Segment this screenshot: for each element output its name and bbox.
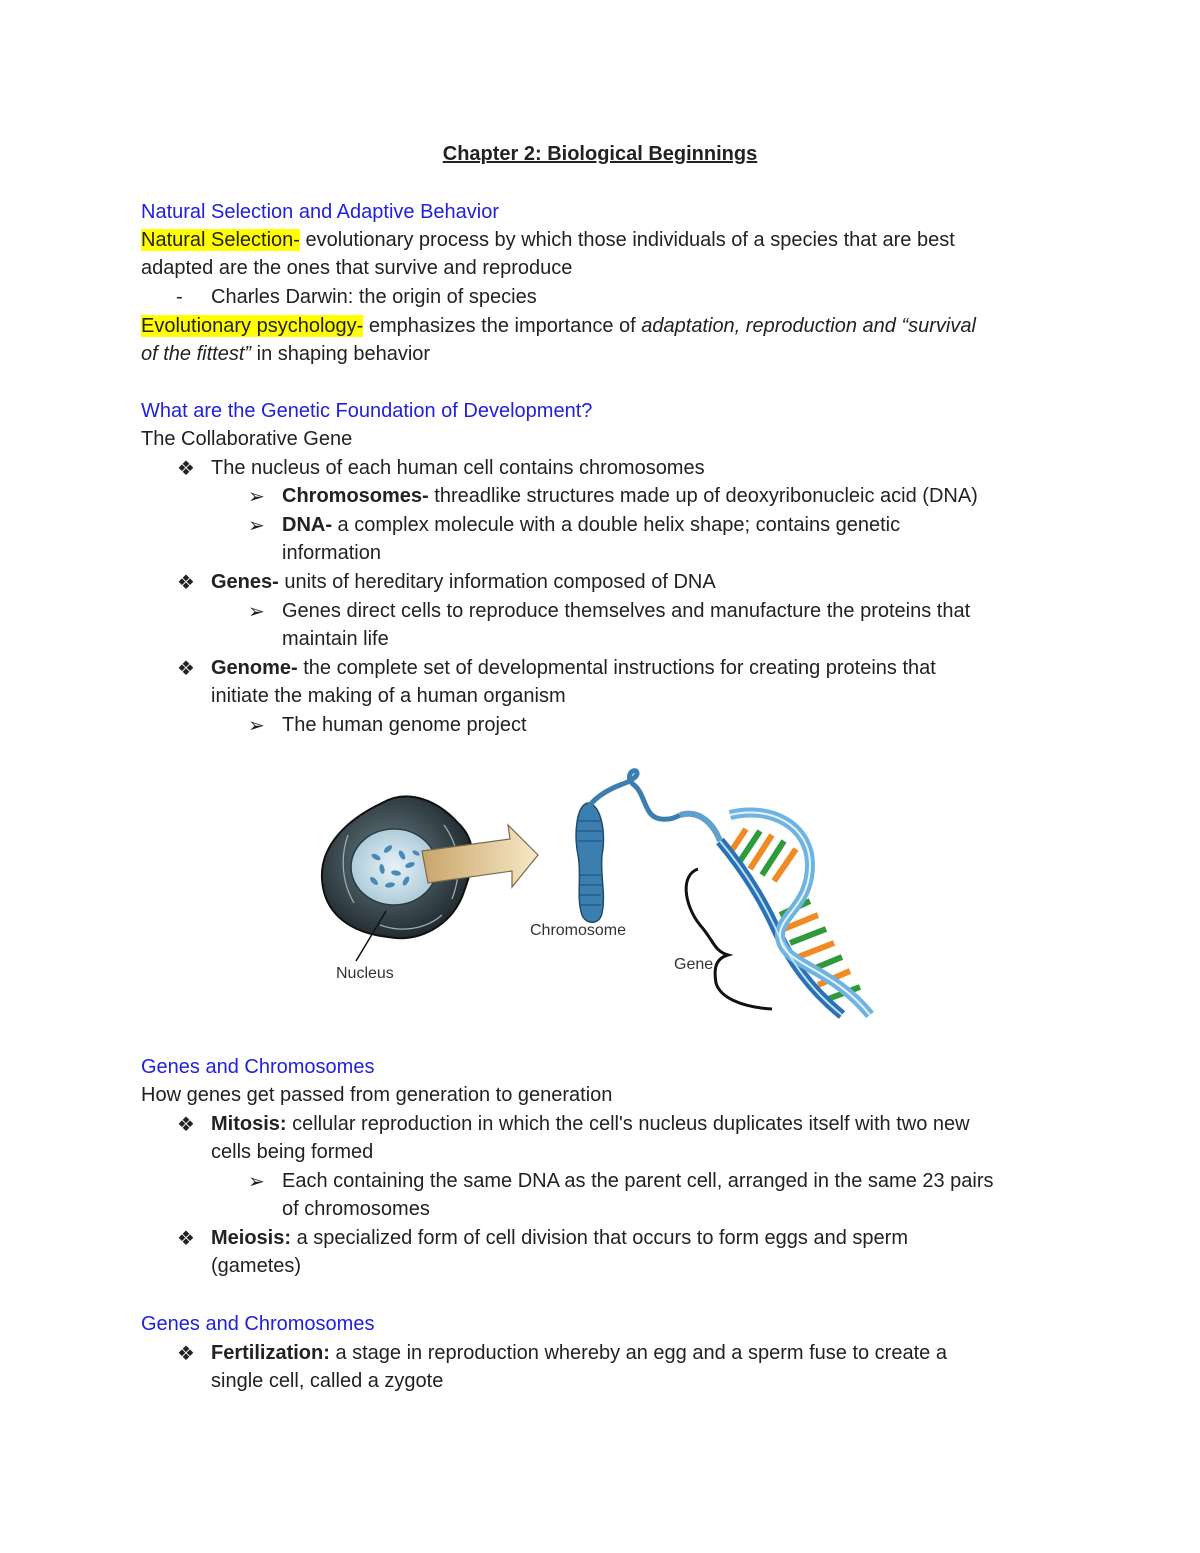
diamond-bullet-icon: ❖	[177, 570, 195, 594]
meiosis-term: Meiosis:	[211, 1227, 292, 1249]
genes-def: units of hereditary information composed of DNA	[278, 571, 716, 593]
meiosis-bullet	[211, 1224, 908, 1252]
arrow-bullet-icon: ➢	[248, 513, 265, 537]
genes-direct-bullet: Genes direct cells to reproduce themselves and manufacture the proteins that	[282, 600, 971, 622]
mitosis-bullet	[211, 1110, 970, 1138]
meiosis-def: a specialized form of cell division that occurs to form eggs and sperm	[291, 1227, 908, 1249]
mitosis-term: Mitosis:	[211, 1113, 287, 1135]
genome-term: Genome-	[211, 657, 298, 679]
meiosis-def-cont: (gametes)	[211, 1255, 302, 1277]
section-heading-genes-chromosomes: Genes and Chromosomes	[141, 1056, 375, 1078]
evolutionary-psychology-def: emphasizes the importance of	[363, 315, 642, 337]
chromosomes-def: threadlike structures made up of deoxyribonucleic acid (DNA)	[428, 485, 978, 507]
dna-illustration	[310, 765, 910, 1025]
section-heading-genetic-foundation: What are the Genetic Foundation of Development?	[141, 400, 593, 422]
dna-bullet	[282, 511, 900, 539]
dash-bullet: -	[176, 286, 183, 308]
dna-def: a complex molecule with a double helix shape; contains genetic	[332, 514, 901, 536]
evolutionary-psychology-term: Evolutionary psychology-	[141, 315, 364, 337]
arrow-bullet-icon: ➢	[248, 484, 265, 508]
mitosis-sub-bullet: Each containing the same DNA as the parent cell, arranged in the same 23 pairs	[282, 1170, 994, 1192]
chromosome-shape	[576, 771, 720, 923]
mitosis-def: cellular reproduction in which the cell's nucleus duplicates itself with two new	[286, 1113, 970, 1135]
genes-bullet	[211, 568, 716, 596]
shaping-behavior-text: in shaping behavior	[251, 343, 431, 365]
fertilization-def: a stage in reproduction whereby an egg and a sperm fuse to create a	[329, 1342, 947, 1364]
diamond-bullet-icon: ❖	[177, 1112, 195, 1136]
diamond-bullet-icon: ❖	[177, 1226, 195, 1250]
evolutionary-psychology-line	[141, 312, 976, 340]
page-title: Chapter 2: Biological Beginnings	[442, 143, 758, 165]
genome-project-bullet: The human genome project	[282, 714, 527, 736]
chromosome-label: Chromosome	[530, 922, 627, 939]
section-heading-natural-selection: Natural Selection and Adaptive Behavior	[141, 201, 500, 223]
fittest-italic: of the fittest”	[141, 343, 252, 365]
collaborative-gene-subheading: The Collaborative Gene	[141, 428, 353, 450]
darwin-note: Charles Darwin: the origin of species	[211, 286, 537, 308]
mitosis-sub-cont: of chromosomes	[282, 1198, 430, 1220]
dna-helix	[720, 812, 870, 1015]
genes-term: Genes-	[211, 571, 279, 593]
genome-def-cont: initiate the making of a human organism	[211, 685, 566, 707]
chromosomes-bullet	[282, 482, 978, 510]
mitosis-def-cont: cells being formed	[211, 1141, 374, 1163]
gene-label: Gene	[674, 956, 714, 973]
dna-def-cont: information	[282, 542, 381, 564]
nucleus-bullet: The nucleus of each human cell contains chromosomes	[211, 457, 705, 479]
genome-def: the complete set of developmental instructions for creating proteins that	[297, 657, 936, 679]
genome-bullet	[211, 654, 936, 682]
diamond-bullet-icon: ❖	[177, 456, 195, 480]
arrow-bullet-icon: ➢	[248, 1169, 265, 1193]
natural-selection-line	[141, 226, 955, 254]
natural-selection-def: evolutionary process by which those individuals of a species that are best	[299, 229, 955, 251]
fertilization-def-cont: single cell, called a zygote	[211, 1370, 444, 1392]
natural-selection-def-cont: adapted are the ones that survive and reproduce	[141, 257, 573, 279]
fertilization-bullet	[211, 1339, 947, 1367]
nucleus-shape	[351, 829, 437, 905]
evolutionary-psychology-def-cont	[141, 340, 430, 368]
diamond-bullet-icon: ❖	[177, 656, 195, 680]
evolutionary-psychology-italic: adaptation, reproduction and “survival	[641, 315, 976, 337]
nucleus-label: Nucleus	[336, 965, 394, 982]
natural-selection-term: Natural Selection-	[141, 229, 300, 251]
chromosomes-term: Chromosomes-	[282, 485, 429, 507]
genes-direct-cont: maintain life	[282, 628, 389, 650]
arrow-bullet-icon: ➢	[248, 713, 265, 737]
arrow-bullet-icon: ➢	[248, 599, 265, 623]
fertilization-term: Fertilization:	[211, 1342, 330, 1364]
diamond-bullet-icon: ❖	[177, 1341, 195, 1365]
section-heading-genes-chromosomes-2: Genes and Chromosomes	[141, 1313, 375, 1335]
dna-term: DNA-	[282, 514, 332, 536]
generation-subheading: How genes get passed from generation to generation	[141, 1084, 613, 1106]
